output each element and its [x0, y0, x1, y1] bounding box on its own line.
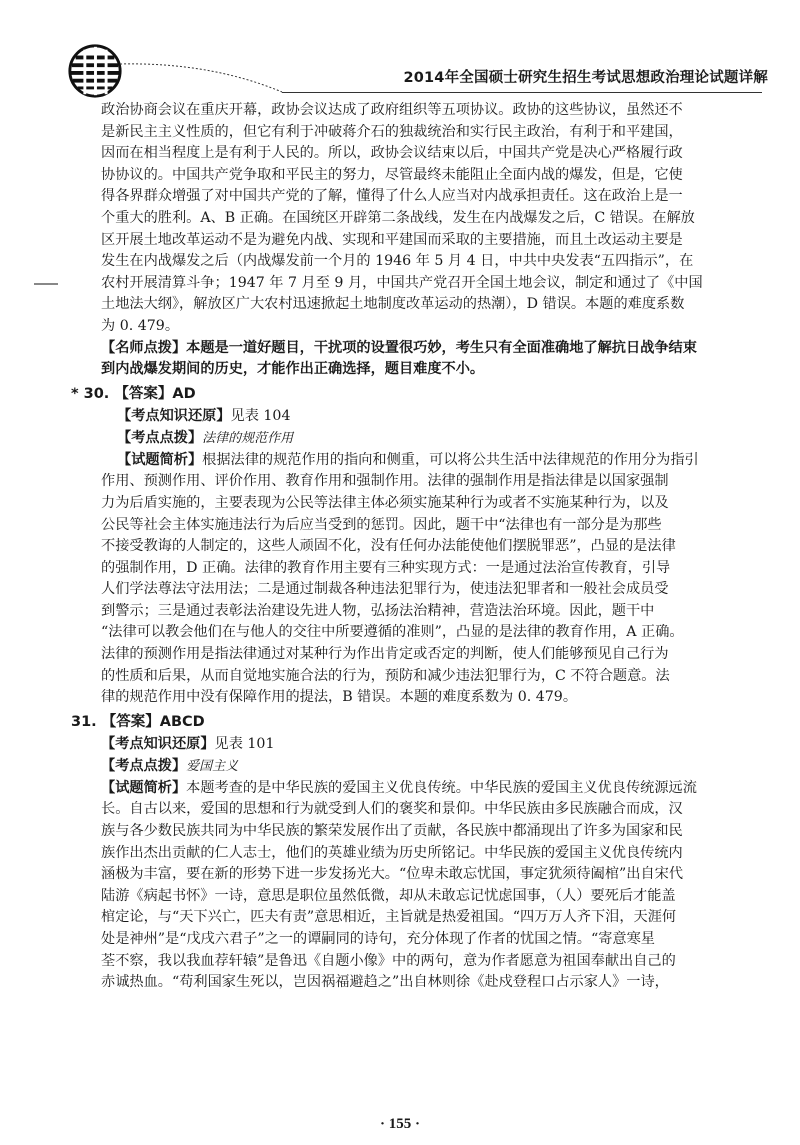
text-line: 是新民主主义性质的，但它有利于冲破蒋介石的独裁统治和实行民主政治，有利于和平建国， [101, 123, 683, 140]
text-line: 族作出杰出贡献的仁人志士，他们的英雄业绩为历史所铭记。中华民族的爱国主义优良传统内 [101, 844, 683, 861]
analysis-text: 本题考查的是中华民族的爱国主义优良传统。中华民族的爱国主义优良传统源远流 [186, 779, 697, 796]
text-line: 荃不察，我以我血荐轩辕”是鲁迅《自题小像》中的两句，意为作者愿意为祖国奉献出自己的 [101, 952, 676, 969]
point-label: 【考点点拨】 [101, 757, 187, 774]
text-line: 得各界群众增强了对中国共产党的了解，懂得了什么人应当对内战承担责任。这在政治上是一 [101, 188, 683, 205]
text-line: 人们学法尊法守法用法；二是通过制裁各种违法犯罪行为，使违法犯罪者和一般社会成员受 [101, 581, 669, 598]
text-line: 赤诚热血。“苟利国家生死以，岂因祸福避趋之”出自林则徐《赴戍登程口占示家人》一诗， [101, 974, 669, 991]
running-header-title: 2014年全国硕士研究生招生考试思想政治理论试题详解 [403, 70, 768, 86]
text-line: 公民等社会主体实施违法行为后应当受到的惩罚。因此，题干中“法律也有一部分是为那些 [101, 516, 662, 533]
q29-explanation [101, 100, 765, 338]
kp-value: 见表 101 [214, 735, 275, 752]
text-line: 陆游《病起书怀》一诗，意思是职位虽然低微，却从未敢忘记忧虑国事，（人）要死后才能盖 [101, 887, 676, 904]
text-line: 涵极为丰富，要在新的形势下进一步发扬光大。“位卑未敢忘忧国，事定犹须待阖棺”出自宋代 [101, 866, 684, 883]
teacher-line-1 [101, 338, 765, 360]
text-line: 农村开展清算斗争；1947 年 7 月至 9 月，中国共产党召开全国土地会议，制定和通过了《中国 [101, 274, 703, 291]
text-line: 处是神州”是“戊戌六君子”之一的谭嗣同的诗句，充分体现了作者的忧国之情。“寄意寒星 [101, 931, 655, 947]
q30-number: * 30. [71, 385, 110, 402]
analysis-line-first [101, 450, 765, 472]
text-line: 长。自古以来，爱国的思想和行为就受到人们的褒奖和景仰。中华民族由多民族融合而成，汉 [101, 801, 683, 818]
text-line: 不接受教诲的人制定的，这些人顽固不化，没有任何办法能使他们摆脱罪恶”，凸显的是法律 [101, 538, 676, 555]
page-number: · 155 · [379, 1116, 420, 1132]
q31-answer: ABCD [159, 713, 205, 730]
q31-knowledge-line [101, 733, 765, 755]
q30-knowledge-line [117, 405, 765, 427]
point-value: 爱国主义 [186, 758, 239, 774]
text-line: “法律可以教会他们在与他人的交往中所要遵循的准则”，凸显的是法律的教育作用，A 正确。 [101, 624, 684, 641]
teacher-label: 【名师点拨】 [101, 339, 187, 356]
text-line: 协协议的。中国共产党争取和平民主的努力，尽管最终未能阻止全面内战的爆发，但是，它使 [101, 166, 683, 183]
q31-point-line [101, 755, 765, 778]
text-line: 力为后盾实施的，主要表现为公民等法律主体必须实施某种行为或者不实施某种行为，以及 [101, 494, 669, 511]
globe-logo-icon [66, 42, 124, 100]
point-value: 法律的规范作用 [202, 430, 294, 446]
kp-label: 【考点知识还原】 [117, 407, 231, 424]
analysis-text: 根据法律的规范作用的指向和侧重，可以将公共生活中法律规范的作用分为指引 [202, 451, 699, 468]
q30-answer-line [71, 383, 765, 405]
text-line: 政治协商会议在重庆开幕，政协会议达成了政府组织等五项协议。政协的这些协议，虽然还不 [101, 102, 683, 118]
text-line: 土地法大纲》，解放区广大农村迅速掀起土地制度改革运动的热潮），D 错误。本题的难度系数 [101, 296, 685, 313]
teacher-line-2: 到内战爆发期间的历史，才能作出正确选择，题目难度不小。 [101, 361, 485, 378]
margin-mark [34, 283, 58, 285]
q30-answer: AD [172, 385, 196, 402]
q30-point-line [117, 427, 765, 450]
answer-label: 【答案】 [114, 385, 173, 402]
analysis-line-first [101, 778, 765, 800]
text-line: 棺定论，与“天下兴亡，匹夫有责”意思相近，主旨就是热爱祖国。“四万万人齐下泪，天涯何 [101, 909, 677, 926]
header-rule [282, 92, 762, 93]
teacher-text: 本题是一道好题目，干扰项的设置很巧妙，考生只有全面准确地了解抗日战争结束 [186, 339, 697, 356]
analysis-label: 【试题简析】 [117, 451, 203, 468]
point-label: 【考点点拨】 [117, 429, 203, 446]
q31-analysis [101, 778, 765, 994]
text-line: 因而在相当程度上是有利于人民的。所以，政协会议结束以后，中国共产党是决心严格履行政 [101, 145, 683, 162]
kp-value: 见表 104 [230, 407, 291, 424]
analysis-label: 【试题简析】 [101, 779, 187, 796]
kp-label: 【考点知识还原】 [101, 735, 215, 752]
header-swoosh [120, 58, 290, 94]
text-line: 到警示；三是通过表彰法治建设先进人物，弘扬法治精神，营造法治环境。因此，题干中 [101, 602, 655, 619]
text-line: 区开展土地改革运动不是为避免内战、实现和平建国而采取的主要措施，而且土改运动主要是 [101, 231, 683, 248]
text-line: 法律的预测作用是指法律通过对某种行为作出肯定或否定的判断，使人们能够预见自己行为 [101, 646, 669, 663]
q31-number: 31. [71, 713, 97, 730]
text-line: 律的规范作用中没有保障作用的提法，B 错误。本题的难度系数为 0. 479。 [101, 689, 578, 706]
answer-label: 【答案】 [101, 713, 160, 730]
q31-answer-line [71, 711, 765, 733]
text-line: 作用、预测作用、评价作用、教育作用和强制作用。法律的强制作用是指法律是以国家强制 [101, 473, 669, 490]
q31-block [101, 733, 765, 778]
text-line: 个重大的胜利。A、B 正确。在国统区开辟第二条战线，发生在内战爆发之后，C 错误。在解放 [101, 209, 695, 226]
text-line: 发生在内战爆发之后（内战爆发前一个月的 1946 年 5 月 4 日，中共中央发表“五四指示”，在 [101, 253, 694, 270]
q30-analysis [101, 450, 765, 709]
text-line: 的强制作用，D 正确。法律的教育作用主要有三种实现方式：一是通过法治宣传教育，引导 [101, 559, 671, 576]
text-line: 族与各少数民族共同为中华民族的繁荣发展作出了贡献，各民族中都涌现出了许多为国家和民 [101, 823, 683, 840]
text-line: 的性质和后果，从而自觉地实施合法的行为，预防和减少违法犯罪行为，C 不符合题意。法 [101, 667, 670, 684]
q29-teacher-note [101, 338, 765, 381]
page-content [71, 100, 765, 994]
text-line: 为 0. 479。 [101, 317, 180, 334]
q30-block [101, 405, 765, 450]
